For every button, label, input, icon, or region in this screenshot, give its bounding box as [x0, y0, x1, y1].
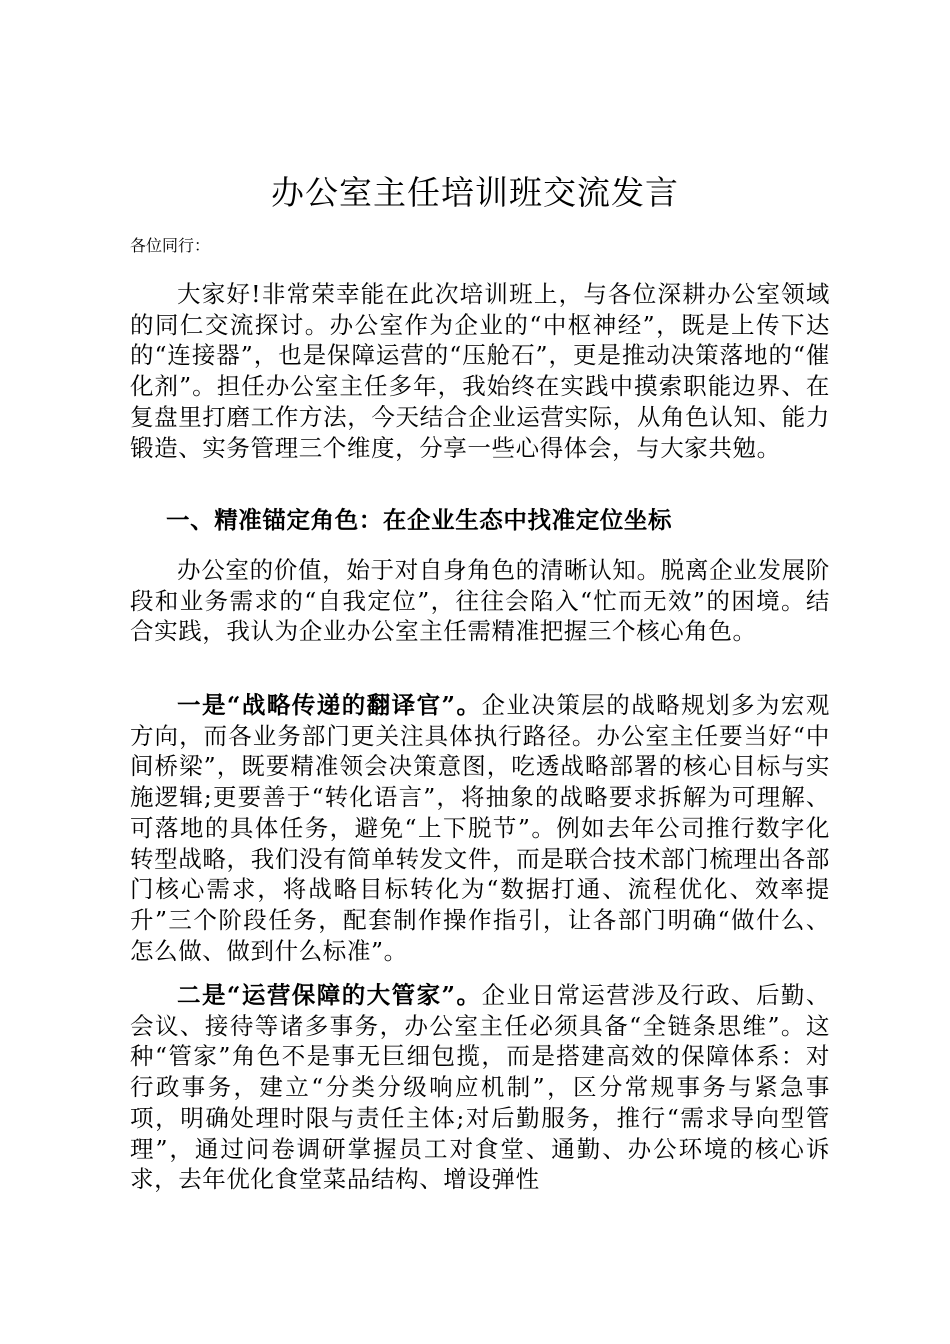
- role-lead-second: 二是“运营保障的大管家”。: [177, 981, 482, 1009]
- section-heading: 一、精准锚定角色：在企业生态中找准定位坐标: [166, 506, 673, 534]
- role-paragraph-first: [130, 690, 830, 966]
- role-lead-first: 一是“战略传递的翻译官”。: [177, 691, 482, 719]
- role-paragraph-second: [130, 980, 830, 1195]
- document-title: 办公室主任培训班交流发言: [271, 173, 679, 212]
- role-body-first: 企业决策层的战略规划多为宏观方向，而各业务部门更关注具体执行路径。办公室主任要当好“中间桥梁”，既要精准领会决策意图，吃透战略部署的核心目标与实施逻辑;更要善于“转化语言”，将抽象的战略要求拆解为可理解、可落地的具体任务，避免“上下脱节”。例如去年公司推行数字化转型战略，我们没有简单转发文件，而是联合技术部门梳理出各部门核心需求，将战略目标转化为“数据打通、流程优化、效率提升”三个阶段任务，配套制作操作指引，让各部门明确“做什么、怎么做、做到什么标准”。: [130, 691, 830, 965]
- intro-paragraph: 大家好!非常荣幸能在此次培训班上，与各位深耕办公室领域的同仁交流探讨。办公室作为企业的“中枢神经”，既是上传下达的“连接器”，也是保障运营的“压舱石”，更是推动决策落地的“催化剂”。担任办公室主任多年，我始终在实践中摸索职能边界、在复盘里打磨工作方法，今天结合企业运营实际，从角色认知、能力锻造、实务管理三个维度，分享一些心得体会，与大家共勉。: [130, 280, 830, 462]
- role-body-second: 企业日常运营涉及行政、后勤、会议、接待等诸多事务，办公室主任必须具备“全链条思维”。这种“管家”角色不是事无巨细包揽，而是搭建高效的保障体系：对行政事务，建立“分类分级响应机制”，区分常规事务与紧急事项，明确处理时限与责任主体;对后勤服务，推行“需求导向型管理”，通过问卷调研掌握员工对食堂、通勤、办公环境的核心诉求，去年优化食堂菜品结构、增设弹性: [130, 981, 830, 1194]
- salutation: 各位同行：: [130, 236, 211, 255]
- section-intro-paragraph: 办公室的价值，始于对自身角色的清晰认知。脱离企业发展阶段和业务需求的“自我定位”，往往会陷入“忙而无效”的困境。结合实践，我认为企业办公室主任需精准把握三个核心角色。: [130, 556, 830, 646]
